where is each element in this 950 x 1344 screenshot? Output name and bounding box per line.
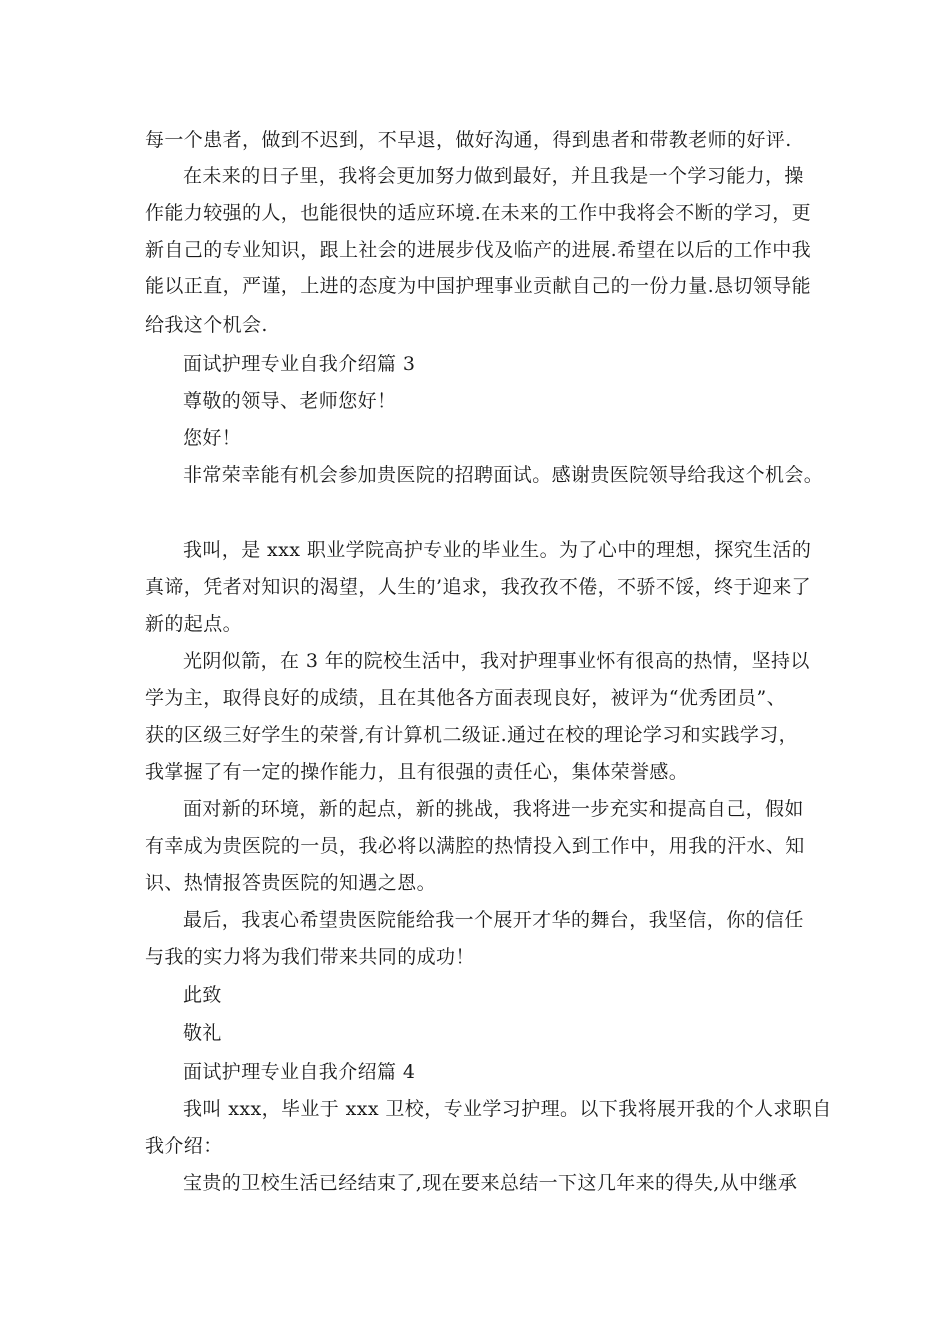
paragraph-line: 我介绍： [145, 1135, 223, 1157]
paragraph-line: 宝贵的卫校生活已经结束了,现在要来总结一下这几年来的得失,从中继承 [183, 1172, 798, 1194]
paragraph-line: 给我这个机会. [145, 314, 268, 336]
greeting-line: 您好！ [183, 427, 242, 449]
paragraph-line: 面对新的环境，新的起点，新的挑战，我将进一步充实和提高自己，假如 [183, 798, 804, 820]
paragraph-line: 每一个患者，做到不迟到，不早退，做好沟通，得到患者和带教老师的好评. [145, 129, 792, 151]
paragraph-line: 光阴似箭，在 3 年的院校生活中，我对护理事业怀有很高的热情，坚持以 [183, 650, 810, 672]
paragraph-line: 能以正直，严谨，上进的态度为中国护理事业贡献自己的一份力量.恳切领导能 [145, 275, 812, 297]
paragraph-line: 真谛，凭者对知识的渴望，人生的’追求，我孜孜不倦，不骄不馁，终于迎来了 [145, 576, 812, 598]
paragraph-line: 与我的实力将为我们带来共同的成功！ [145, 946, 475, 968]
closing-line: 此致 [183, 984, 222, 1006]
paragraph-line: 最后，我衷心希望贵医院能给我一个展开才华的舞台，我坚信，你的信任 [183, 909, 804, 931]
paragraph-line: 我叫 xxx，毕业于 xxx 卫校，专业学习护理。以下我将展开我的个人求职自 [183, 1098, 832, 1120]
closing-line: 敬礼 [183, 1022, 222, 1044]
paragraph-line: 识、热情报答贵医院的知遇之恩。 [145, 872, 437, 894]
paragraph-line: 新自己的专业知识，跟上社会的进展步伐及临产的进展.希望在以后的工作中我 [145, 239, 812, 261]
paragraph-line: 获的区级三好学生的荣誉,有计算机二级证.通过在校的理论学习和实践学习， [145, 724, 799, 746]
paragraph-line: 学为主，取得良好的成绩，且在其他各方面表现良好，被评为“优秀团员”、 [145, 687, 787, 709]
paragraph-line: 非常荣幸能有机会参加贵医院的招聘面试。感谢贵医院领导给我这个机会。 [183, 464, 824, 486]
paragraph-line: 我掌握了有一定的操作能力，且有很强的责任心，集体荣誉感。 [145, 761, 689, 783]
paragraph-line: 作能力较强的人，也能很快的适应环境.在未来的工作中我将会不断的学习，更 [145, 202, 812, 224]
salutation-line: 尊敬的领导、老师您好！ [183, 390, 397, 412]
paragraph-line: 在未来的日子里，我将会更加努力做到最好，并且我是一个学习能力，操 [183, 165, 804, 187]
section-heading: 面试护理专业自我介绍篇 4 [183, 1061, 416, 1083]
section-heading: 面试护理专业自我介绍篇 3 [183, 353, 416, 375]
paragraph-line: 有幸成为贵医院的一员，我必将以满腔的热情投入到工作中，用我的汗水、知 [145, 835, 805, 857]
paragraph-line: 我叫，是 xxx 职业学院高护专业的毕业生。为了心中的理想，探究生活的 [183, 539, 812, 561]
paragraph-line: 新的起点。 [145, 613, 243, 635]
